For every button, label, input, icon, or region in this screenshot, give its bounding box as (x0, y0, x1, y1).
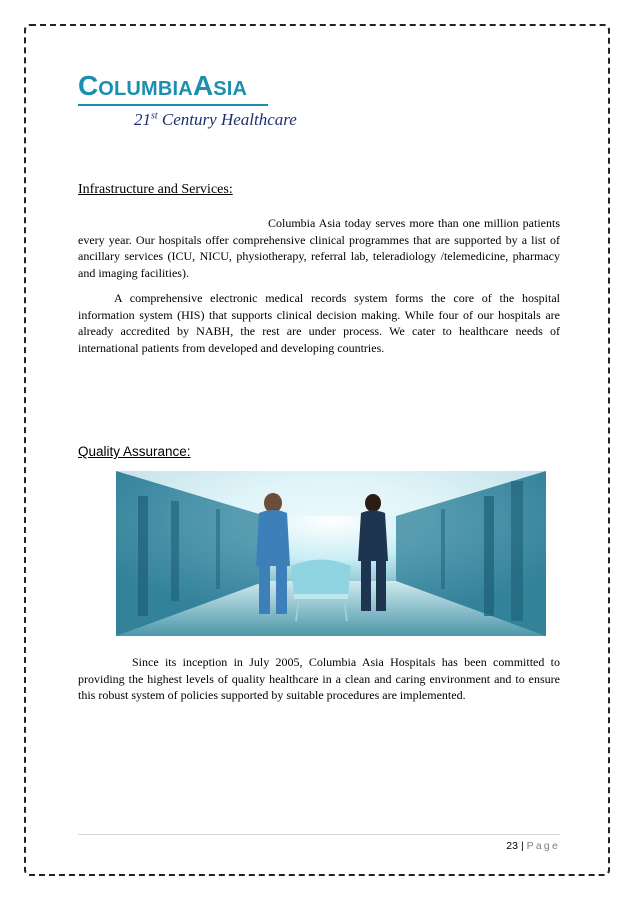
infrastructure-paragraph-1: Columbia Asia today serves more than one million patients every year. Our hospitals offer comprehensive clinical programmes that are supported by a list of ancillary services (ICU, NICU, physiotherapy, referral lab, teleradiology /telemedicine, pharmacy and imaging facilities). (78, 216, 560, 280)
logo-underline (78, 104, 268, 106)
columbia-asia-logo (78, 70, 297, 138)
infrastructure-heading: Infrastructure and Services: (78, 182, 233, 197)
logo-wordmark: COLUMBIAASIA (78, 70, 248, 101)
hospital-corridor-image (116, 471, 546, 636)
footer-divider (78, 834, 560, 835)
infrastructure-paragraph-2: A comprehensive electronic medical records system forms the core of the hospital information system (HIS) that supports clinical decision making. While four of our hospitals are already accredited by NABH, the rest are under process. We cater to healthcare needs of international patients from developed and developing countries. (78, 291, 560, 355)
quality-assurance-heading: Quality Assurance: (78, 444, 191, 459)
page-number: 23 | Page (506, 840, 560, 852)
logo-tagline: 21st Century Healthcare (134, 110, 297, 129)
quality-assurance-paragraph: Since its inception in July 2005, Columbia Asia Hospitals has been committed to providing the highest levels of quality healthcare in a clean and caring environment and to ensure this robust system of policies supported by suitable procedures are implemented. (78, 655, 560, 703)
